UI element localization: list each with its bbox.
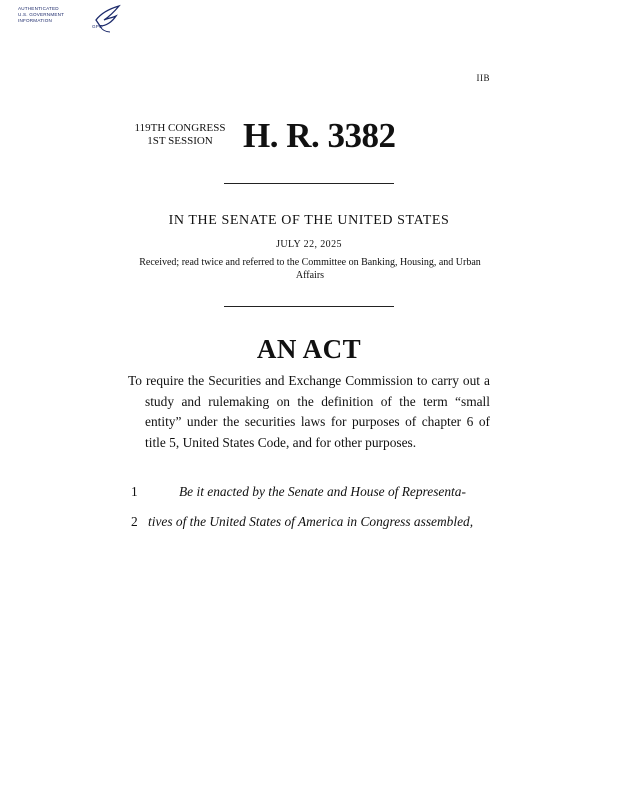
seal-text-line-1: AUTHENTICATED [18,6,59,11]
document-code: IIB [476,73,490,83]
purpose-clause [128,371,490,453]
enacting-clause-text: Be it enacted by the Senate and House of Representa- [179,484,466,499]
action-date: JULY 22, 2025 [276,239,342,250]
line-number: 1 [131,484,138,499]
enacting-clause-text: tives of the United States of America in Congress assembled, [148,514,474,529]
act-title: AN ACT [256,334,362,364]
gpo-seal [6,4,118,38]
seal-text-line-4: GPO [92,24,103,29]
seal-text-line-3: INFORMATION [18,18,53,23]
chamber-heading: IN THE SENATE OF THE UNITED STATES [168,213,450,228]
purpose-text: To require the Securities and Exchange Commission to carry out a study and rulemaking on the definition of the term “small entity” under the securities laws for purposes of chapter 6 of title 5, United States Code, and for other purposes. [128,373,490,450]
gpo-eagle-icon [92,4,122,36]
divider-bottom [224,306,394,307]
seal-text-line-2: U.S. GOVERNMENT [18,12,65,17]
referral-text: Received; read twice and referred to the Committee on Banking, Housing, and Urban Affairs [139,257,481,281]
session-label: 1ST SESSION [147,135,213,147]
congress-session-block [128,122,232,148]
congress-label: 119TH CONGRESS [134,122,226,134]
bill-number: H. R. 3382 [243,116,396,155]
divider-top [224,183,394,184]
line-number: 2 [131,514,138,529]
